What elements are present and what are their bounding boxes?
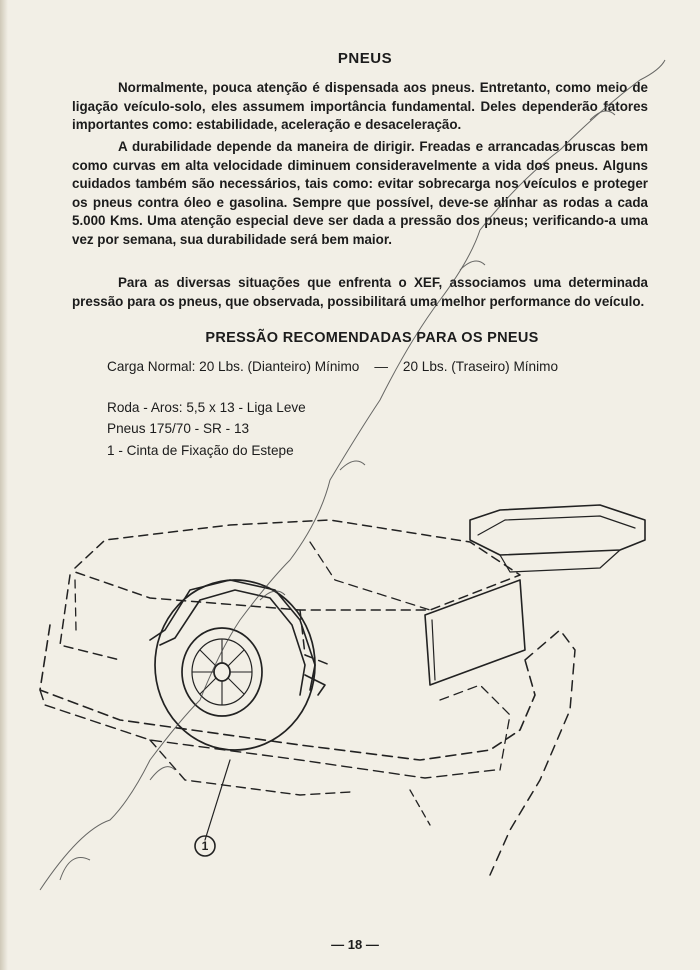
page-number: — 18 — (331, 937, 379, 952)
headlight (425, 580, 525, 685)
paragraph-intro: Normalmente, pouca atenção é dispensada aos pneus. Entretanto, como meio de ligação veículo-solo, eles assumem importância fundamental. Deles dependerão fatores importantes como: estabilidade, aceleração e desaceleração. (72, 80, 648, 132)
spare-strap (150, 580, 325, 695)
windshield-outline (470, 505, 645, 555)
callout-leader (205, 760, 230, 840)
callout-number: 1 (201, 839, 209, 853)
spare-strap-legend: 1 - Cinta de Fixação do Estepe (107, 443, 294, 458)
paragraph-pressure: Para as diversas situações que enfrenta o XEF, associamos uma determinada pressão para os pneus, que observada, possibilitará uma melhor performance do veículo. (72, 275, 648, 309)
section-subtitle: PRESSÃO RECOMENDADAS PARA OS PNEUS (205, 330, 539, 346)
spare-tire-illustration (0, 480, 700, 910)
wheel-rim-spec: Roda - Aros: 5,5 x 13 - Liga Leve (107, 400, 306, 415)
front-pressure-text: Carga Normal: 20 Lbs. (Dianteiro) Mínimo (107, 359, 360, 374)
paragraph-durability: A durabilidade depende da maneira de dirigir. Freadas e arrancadas bruscas bem como curvas em alta velocidade diminuem consideravelmente a vida dos pneus. Alguns cuidados também são necessários, tais como: evitar sobrecarga nos veículos e proteger os pneus contra óleo e gasolina. Sempre que possível, deve-se alinhar as rodas a cada 5.000 Kms. Uma atenção especial deve ser dada a pressão dos pneus; verificando-a uma vez por semana, sua durabilidade será bem maior. (72, 139, 648, 247)
rear-pressure-text: 20 Lbs. (Traseiro) Mínimo (402, 359, 559, 374)
spare-tire (155, 580, 315, 750)
page-title: PNEUS (337, 50, 393, 67)
load-pressure-line (107, 359, 558, 374)
hood-outline (75, 520, 520, 610)
tire-size-spec: Pneus 175/70 - SR - 13 (107, 421, 250, 436)
pressure-separator: — (374, 359, 388, 374)
